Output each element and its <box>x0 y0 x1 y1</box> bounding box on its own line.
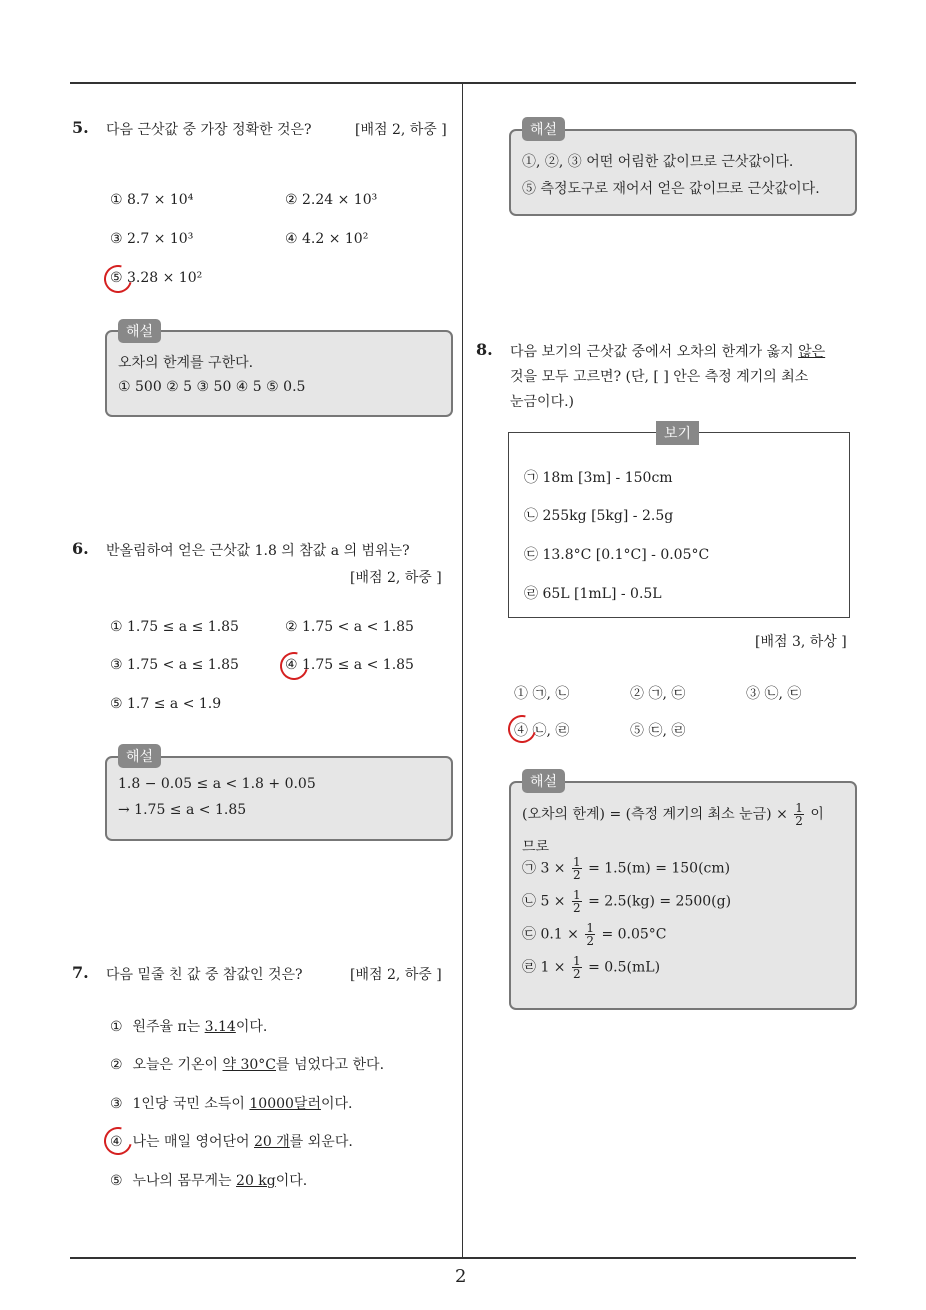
q5-explanation-box <box>105 330 453 417</box>
q5-number: 5. <box>72 118 89 137</box>
calc-right: = 0.05°C <box>601 926 667 943</box>
q8-question-emphasis: 않은 <box>798 344 826 360</box>
denominator: 2 <box>586 934 594 948</box>
q8-explanation-line-1 <box>522 802 824 827</box>
option-marker: ⑤ <box>110 1173 123 1189</box>
q6-meta: [배점 2, 하중 ] <box>350 570 442 586</box>
underlined-value: 3.14 <box>204 1019 236 1035</box>
option-text: 오늘은 기온이 <box>132 1057 223 1073</box>
q7-number: 7. <box>72 963 89 982</box>
option-marker: ① <box>110 1019 123 1035</box>
q8-calc-1 <box>522 856 730 881</box>
q8-calc-3 <box>522 922 667 947</box>
q6-option-2[interactable]: ② 1.75 < a < 1.85 <box>285 619 414 635</box>
q8-option-4[interactable]: ④ ㉡, ㉣ <box>514 723 570 739</box>
underlined-value: 20 kg <box>236 1173 276 1189</box>
option-text: 나는 매일 영어단어 <box>132 1134 254 1150</box>
denominator: 2 <box>795 814 803 828</box>
q8-example-item-1: ㉠ 18m [3m] - 150cm <box>524 470 673 486</box>
option-text-end: 이다. <box>275 1173 308 1189</box>
calc-left: ㉡ 5 × <box>522 893 566 910</box>
q8-example-label: 보기 <box>656 421 699 445</box>
column-divider <box>462 83 463 1257</box>
option-text-end: 이다. <box>320 1096 353 1112</box>
q6-number: 6. <box>72 539 89 558</box>
q8-explanation-line-2: 므로 <box>522 839 550 855</box>
q8-option-2[interactable]: ② ㉠, ㉢ <box>630 686 686 702</box>
fraction <box>572 856 582 881</box>
option-marker: ② <box>110 1057 123 1073</box>
q5-explanation-line-2: ① 500 ② 5 ③ 50 ④ 5 ⑤ 0.5 <box>118 379 306 395</box>
q8-example-item-2: ㉡ 255kg [5kg] - 2.5g <box>524 508 674 524</box>
numerator: 1 <box>573 888 581 902</box>
underlined-value: 약 30°C <box>222 1057 277 1073</box>
q8-number: 8. <box>476 340 493 359</box>
q8-explanation-label: 해설 <box>522 769 565 793</box>
option-text: 1인당 국민 소득이 <box>132 1096 250 1112</box>
numerator: 1 <box>586 921 594 935</box>
q8-example-item-4: ㉣ 65L [1mL] - 0.5L <box>524 586 662 602</box>
q6-option-5[interactable]: ⑤ 1.7 ≤ a < 1.9 <box>110 696 222 712</box>
calc-right: = 0.5(mL) <box>588 959 661 976</box>
q5-meta: [배점 2, 하중 ] <box>355 122 447 138</box>
calc-right: = 2.5(kg) = 2500(g) <box>588 893 732 910</box>
q8-question-text: 다음 보기의 근삿값 중에서 오차의 한계가 옳지 <box>510 344 799 360</box>
q6-explanation-line-2: → 1.75 ≤ a < 1.85 <box>118 802 247 818</box>
q6-explanation-box <box>105 756 453 841</box>
q7-question: 다음 밑줄 친 값 중 참값인 것은? <box>106 967 303 983</box>
q5-explanation-line-1: 오차의 한계를 구한다. <box>118 355 254 371</box>
q7-option-5[interactable] <box>110 1170 307 1190</box>
q7-option-3[interactable] <box>110 1093 352 1113</box>
page-number: 2 <box>455 1266 467 1287</box>
q7-explanation-line-1: ①, ②, ③ 어떤 어림한 값이므로 근삿값이다. <box>522 154 794 170</box>
calc-left: ㉣ 1 × <box>522 959 566 976</box>
q5-option-4[interactable]: ④ 4.2 × 10² <box>285 231 369 247</box>
q5-explanation-label: 해설 <box>118 319 161 343</box>
q8-option-1[interactable]: ① ㉠, ㉡ <box>514 686 570 702</box>
q8-calc-4 <box>522 955 660 980</box>
q7-meta: [배점 2, 하중 ] <box>350 967 442 983</box>
calc-left: ㉢ 0.1 × <box>522 926 579 943</box>
numerator: 1 <box>795 801 803 815</box>
option-text-end: 를 넘었다고 한다. <box>276 1057 385 1073</box>
option-marker: ④ <box>110 1134 123 1150</box>
option-text-end: 를 외운다. <box>289 1134 353 1150</box>
fraction <box>572 955 582 980</box>
formula-text-end: 이 <box>810 806 824 823</box>
denominator: 2 <box>573 967 581 981</box>
underlined-value: 10000달러 <box>249 1096 321 1112</box>
answer-mark-circle <box>503 710 541 748</box>
q8-meta: [배점 3, 하상 ] <box>755 634 847 650</box>
q7-option-1[interactable] <box>110 1016 267 1036</box>
option-text-end: 이다. <box>235 1019 268 1035</box>
q7-option-2[interactable] <box>110 1054 384 1074</box>
q8-option-5[interactable]: ⑤ ㉢, ㉣ <box>630 723 686 739</box>
q8-calc-2 <box>522 889 731 914</box>
underlined-value: 20 개 <box>254 1134 290 1150</box>
calc-left: ㉠ 3 × <box>522 860 566 877</box>
q5-option-3[interactable]: ③ 2.7 × 10³ <box>110 231 194 247</box>
numerator: 1 <box>573 954 581 968</box>
answer-mark-circle <box>99 260 137 298</box>
denominator: 2 <box>573 868 581 882</box>
option-marker: ③ <box>110 1096 123 1112</box>
calc-right: = 1.5(m) = 150(cm) <box>588 860 731 877</box>
q6-question: 반올림하여 얻은 근삿값 1.8 의 참값 a 의 범위는? <box>106 543 410 559</box>
fraction <box>585 922 595 947</box>
q7-explanation-line-2: ⑤ 측정도구로 재어서 얻은 값이므로 근삿값이다. <box>522 181 820 197</box>
q6-explanation-line-1: 1.8 − 0.05 ≤ a < 1.8 + 0.05 <box>118 776 316 792</box>
answer-mark-circle <box>99 1122 137 1160</box>
denominator: 2 <box>573 901 581 915</box>
q7-explanation-label: 해설 <box>522 117 565 141</box>
q5-option-1[interactable]: ① 8.7 × 10⁴ <box>110 192 194 208</box>
q6-option-3[interactable]: ③ 1.75 < a ≤ 1.85 <box>110 657 239 673</box>
bottom-rule <box>70 1257 856 1259</box>
option-text: 원주율 π는 <box>132 1019 205 1035</box>
fraction <box>572 889 582 914</box>
formula-text: (오차의 한계) = (측정 계기의 최소 눈금) × <box>522 806 788 823</box>
fraction <box>794 802 804 827</box>
q7-explanation-box <box>509 129 857 216</box>
q5-option-2[interactable]: ② 2.24 × 10³ <box>285 192 378 208</box>
q8-question-line-1 <box>510 341 825 361</box>
q8-question-line-3: 눈금이다.) <box>510 394 575 410</box>
q8-option-3[interactable]: ③ ㉡, ㉢ <box>746 686 802 702</box>
q6-option-4[interactable]: ④ 1.75 ≤ a < 1.85 <box>285 657 414 673</box>
q7-option-4[interactable] <box>110 1131 353 1151</box>
q8-question-line-2: 것을 모두 고르면? (단, [ ] 안은 측정 계기의 최소 <box>510 369 809 385</box>
q5-option-5[interactable]: ⑤ 3.28 × 10² <box>110 270 203 286</box>
numerator: 1 <box>573 855 581 869</box>
q6-option-1[interactable]: ① 1.75 ≤ a ≤ 1.85 <box>110 619 239 635</box>
q8-example-item-3: ㉢ 13.8°C [0.1°C] - 0.05°C <box>524 547 710 563</box>
q5-question: 다음 근삿값 중 가장 정확한 것은? <box>106 122 312 138</box>
q6-explanation-label: 해설 <box>118 744 161 768</box>
top-rule <box>70 82 856 84</box>
option-text: 누나의 몸무게는 <box>132 1173 237 1189</box>
answer-mark-circle <box>275 647 313 685</box>
